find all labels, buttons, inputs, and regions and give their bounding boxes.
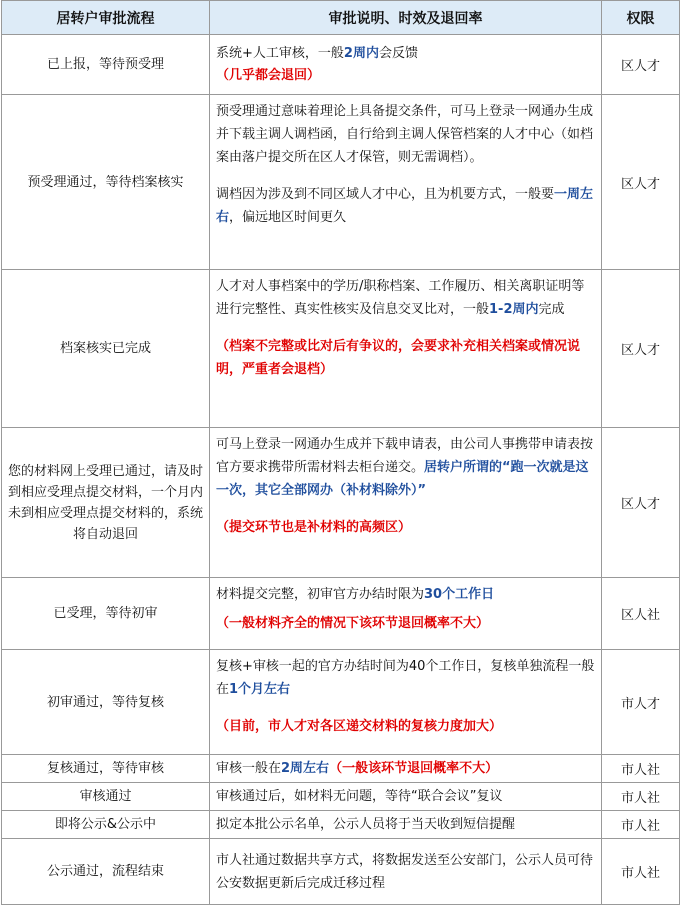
desc-cell: [210, 35, 602, 95]
auth-cell: 区人才: [602, 35, 680, 95]
desc-cell: 市人社通过数据共享方式，将数据发送至公安部门，公示人员可待公安数据更新后完成迁移过程: [210, 839, 602, 905]
step-cell: 公示通过，流程结束: [2, 839, 210, 905]
header-desc: 审批说明、时效及退回率: [210, 1, 602, 35]
auth-cell: 区人才: [602, 428, 680, 578]
desc-cell: [210, 650, 602, 755]
table-row: [2, 95, 680, 270]
desc-highlight: 一周左右: [216, 187, 594, 225]
step-cell: 预受理通过，等待档案核实: [2, 95, 210, 270]
desc-highlight: 2周内: [343, 46, 379, 61]
desc-highlight: 30个工作日: [424, 587, 495, 602]
table-row: [2, 270, 680, 428]
table-row: [2, 755, 680, 783]
step-cell: 审核通过: [2, 783, 210, 811]
header-row: [2, 1, 680, 35]
step-cell: 档案核实已完成: [2, 270, 210, 428]
approval-flow-table: [1, 0, 680, 905]
desc-text: 可马上登录一网通办生成并下载申请表，由公司人事携带申请表按官方要求携带所需材料去柜台递交。: [216, 437, 594, 475]
desc-text: ，偏远地区时间更久: [229, 210, 347, 225]
desc-text: 系统+人工审核，一般: [216, 46, 344, 61]
auth-cell: 市人社: [602, 839, 680, 905]
auth-cell: 区人社: [602, 578, 680, 650]
desc-text: 复核+审核一起的官方办结时间为40个工作日，复核单独流程一般在: [216, 659, 595, 697]
table-row: [2, 35, 680, 95]
desc-text: 调档因为涉及到不同区域人才中心，且为机要方式，一般要: [216, 187, 555, 202]
desc-text: 会反馈: [378, 46, 418, 61]
desc-line: [216, 583, 597, 606]
table-row: [2, 650, 680, 755]
desc-warning: （一般材料齐全的情况下该环节退回概率不大）: [216, 616, 490, 631]
desc-line: [216, 275, 597, 321]
step-cell: 已受理，等待初审: [2, 578, 210, 650]
table-row: [2, 839, 680, 905]
step-cell: 您的材料网上受理已通过，请及时到相应受理点提交材料，一个月内未到相应受理点提交材料的，系统将自动退回: [2, 428, 210, 578]
desc-cell: 拟定本批公示名单，公示人员将于当天收到短信提醒: [210, 811, 602, 839]
desc-warning: （目前，市人才对各区递交材料的复核力度加大）: [216, 719, 503, 734]
desc-warning: （几乎都会退回）: [216, 68, 321, 83]
header-flow: 居转户审批流程: [2, 1, 210, 35]
desc-text: 预受理通过意味着理论上具备提交条件，可马上登录一网通办生成并下载主调人调档函，自行给到主调人保管档案的人才中心（如档案由落户提交所在区人才保管，则无需调档）。: [216, 104, 594, 165]
desc-cell: [210, 428, 602, 578]
auth-cell: 市人才: [602, 650, 680, 755]
desc-warning: （提交环节也是补材料的高频区）: [216, 520, 412, 535]
auth-cell: 区人才: [602, 270, 680, 428]
desc-cell: [210, 578, 602, 650]
table-row: [2, 811, 680, 839]
desc-cell: [210, 270, 602, 428]
desc-line: [216, 655, 597, 701]
desc-highlight: 2周左右: [281, 761, 330, 776]
desc-highlight: 居转户所谓的“跑一次就是这一次，其它全部网办（补材料除外）”: [216, 460, 589, 498]
desc-warning: （一般该环节退回概率不大）: [329, 761, 499, 776]
auth-cell: 市人社: [602, 755, 680, 783]
table-row: [2, 428, 680, 578]
table-row: [2, 783, 680, 811]
desc-line: [216, 183, 597, 229]
desc-cell: [210, 755, 602, 783]
desc-warning: （档案不完整或比对后有争议的，会要求补充相关档案或情况说明，严重者会退档）: [216, 339, 581, 377]
desc-line: [216, 433, 597, 502]
desc-cell: 审核通过后，如材料无问题，等待“联合会议”复议: [210, 783, 602, 811]
auth-cell: 市人社: [602, 783, 680, 811]
desc-cell: [210, 95, 602, 270]
desc-highlight: 1-2周内: [489, 302, 539, 317]
desc-text: 审核一般在: [216, 761, 282, 776]
table-row: [2, 578, 680, 650]
step-cell: 即将公示&公示中: [2, 811, 210, 839]
desc-line: [216, 43, 597, 65]
desc-text: 材料提交完整，初审官方办结时限为: [216, 587, 425, 602]
auth-cell: 区人才: [602, 95, 680, 270]
step-cell: 初审通过，等待复核: [2, 650, 210, 755]
desc-text: 完成: [538, 302, 565, 317]
desc-text: 人才对人事档案中的学历/职称档案、工作履历、相关离职证明等进行完整性、真实性核实及信息交叉比对，一般: [216, 279, 585, 317]
desc-highlight: 1个月左右: [229, 682, 291, 697]
header-auth: 权限: [602, 1, 680, 35]
step-cell: 已上报，等待预受理: [2, 35, 210, 95]
auth-cell: 市人社: [602, 811, 680, 839]
step-cell: 复核通过，等待审核: [2, 755, 210, 783]
